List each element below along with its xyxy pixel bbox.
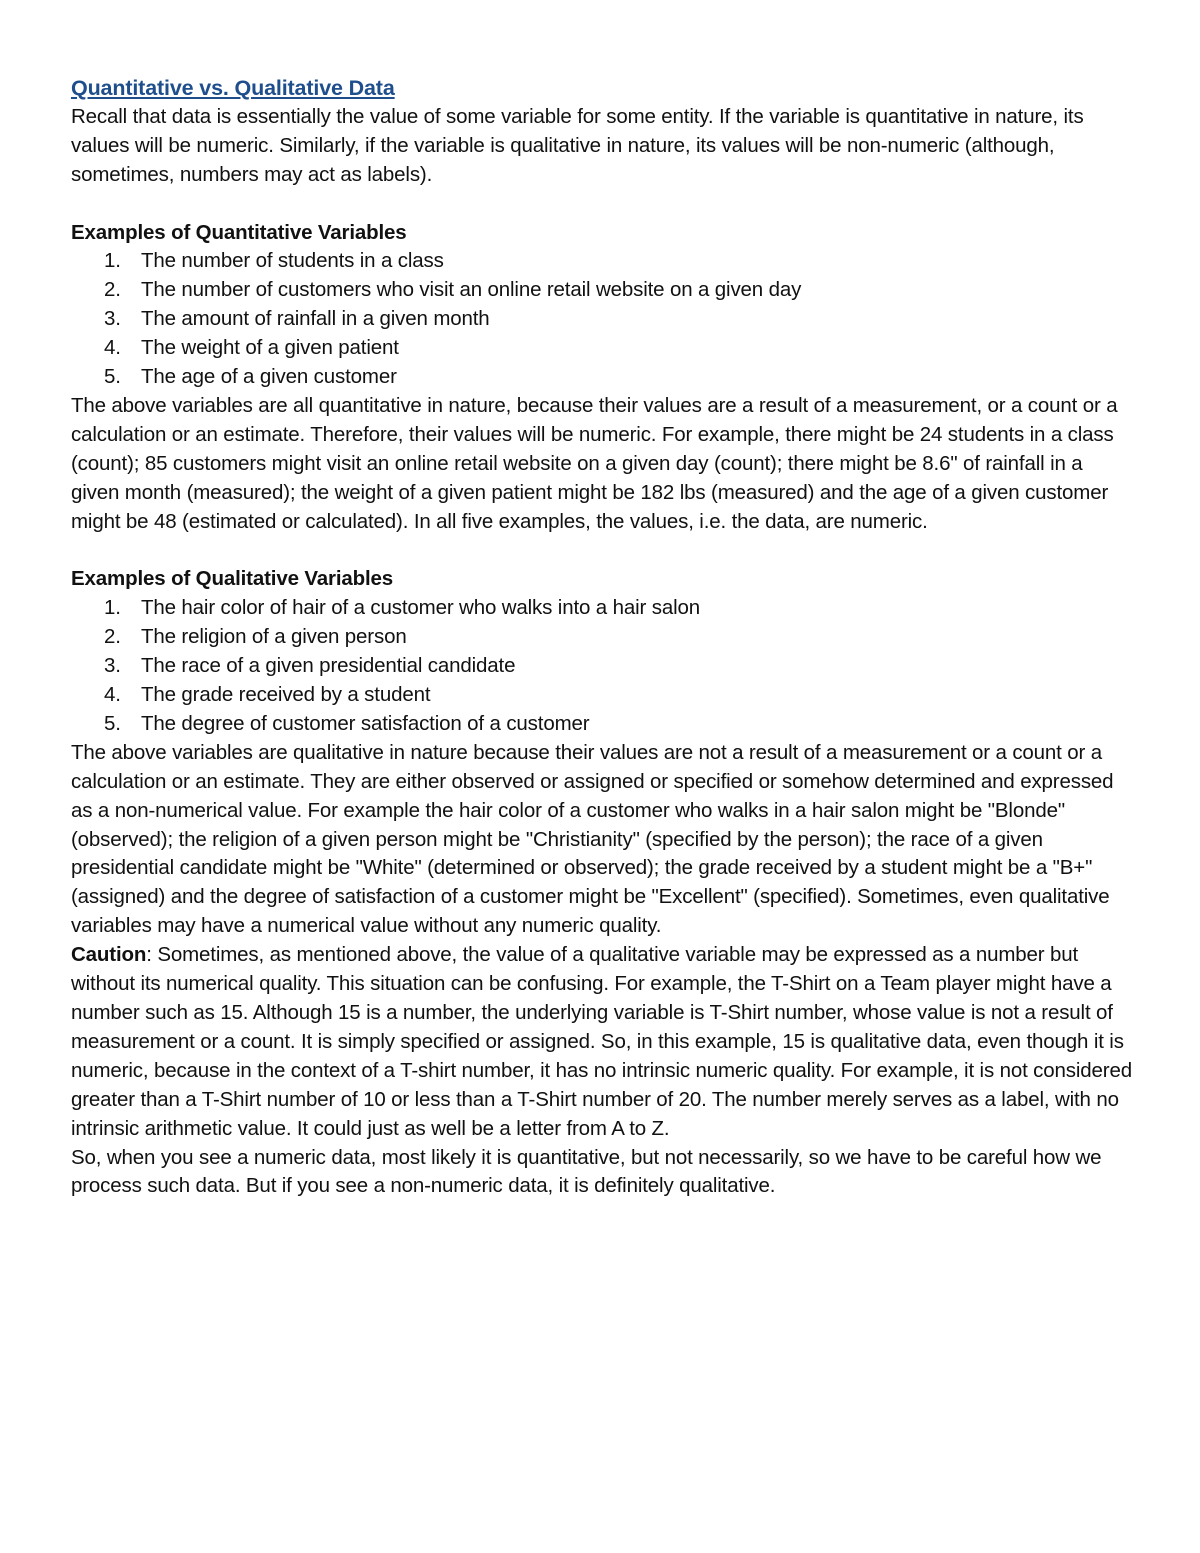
list-item: [71, 623, 1133, 652]
caution-label: Caution: [71, 943, 147, 967]
list-item: [71, 652, 1133, 681]
list-number: 1.: [104, 249, 121, 273]
list-item: [71, 247, 1133, 276]
list-item-text: The number of customers who visit an online retail website on a given day: [141, 278, 802, 302]
spacer: [71, 190, 1133, 219]
list-item: [71, 334, 1133, 363]
qualitative-list: [71, 594, 1133, 739]
list-item-text: The hair color of hair of a customer who walks into a hair salon: [141, 596, 700, 620]
list-number: 4.: [104, 683, 121, 706]
document-page: [71, 74, 1133, 1201]
quantitative-explanation: The above variables are all quantitative in nature, because their values are a result of a measurement, or a count or a calculation or an estimate. Therefore, their values will be numeric. For example, there might be 24 students in a class (count); 85 customers might visit an online retail website on a given day (count); there might be 8.6" of rainfall in a given month (measured); the weight of a given patient might be 182 lbs (measured) and the age of a given customer might be 48 (estimated or calculated). In all five examples, the values, i.e. the data, are numeric.: [71, 393, 1118, 533]
list-item: [71, 305, 1133, 334]
list-number: 1.: [104, 596, 121, 620]
list-number: 2.: [104, 625, 121, 649]
list-item-text: The grade received by a student: [141, 683, 431, 706]
spacer: [71, 536, 1133, 565]
list-number: 2.: [104, 278, 121, 302]
conclusion-paragraph: So, when you see a numeric data, most likely it is quantitative, but not necessarily, so we have to be careful how we process such data. But if you see a non-numeric data, it is definitely qualitative.: [71, 1145, 1102, 1198]
list-item-text: The amount of rainfall in a given month: [141, 307, 490, 331]
list-item-text: The religion of a given person: [141, 625, 407, 649]
list-item-text: The race of a given presidential candidate: [141, 654, 516, 678]
list-item: [71, 710, 1133, 739]
list-number: 5.: [104, 365, 121, 389]
quantitative-heading: Examples of Quantitative Variables: [71, 220, 407, 244]
list-item: [71, 276, 1133, 305]
list-item-text: The degree of customer satisfaction of a customer: [141, 711, 590, 735]
caution-text: : Sometimes, as mentioned above, the value of a qualitative variable may be expressed as a number but without its numerical quality. This situation can be confusing. For example, the T-Shirt on a Team player might have a number such as 15. Although 15 is a number, the underlying variable is T-Shirt number, whose value is not a result of measurement or a count. It is simply specified or assigned. So, in this example, 15 is qualitative data, even though it is numeric, because in the context of a T-shirt number, it has no intrinsic numeric quality. For example, it is not considered greater than a T-Shirt number of 10 or less than a T-Shirt number of 20. The number merely serves as a label, with no intrinsic arithmetic value. It could just as well be a letter from A to Z.: [71, 943, 1132, 1140]
list-item-text: The weight of a given patient: [141, 336, 399, 360]
list-number: 5.: [104, 711, 121, 735]
list-number: 3.: [104, 654, 121, 678]
list-number: 4.: [104, 336, 121, 360]
caution-paragraph: [71, 941, 1133, 1143]
list-item: [71, 681, 1133, 710]
quantitative-list: [71, 247, 1133, 392]
list-item: [71, 594, 1133, 623]
qualitative-heading: Examples of Qualitative Variables: [71, 567, 394, 591]
list-item: [71, 363, 1133, 392]
list-item-text: The number of students in a class: [141, 249, 444, 273]
intro-paragraph: Recall that data is essentially the value of some variable for some entity. If the variable is quantitative in nature, its values will be numeric. Similarly, if the variable is qualitative in nature, its values will be non-numeric (although, sometimes, numbers may act as labels).: [71, 104, 1084, 186]
list-item-text: The age of a given customer: [141, 365, 397, 389]
list-number: 3.: [104, 307, 121, 331]
document-title: Quantitative vs. Qualitative Data: [71, 76, 395, 100]
qualitative-explanation: The above variables are qualitative in nature because their values are not a result of a measurement or a count or a calculation or an estimate. They are either observed or assigned or specified or somehow determined and expressed as a non-numerical value. For example the hair color of a customer who walks in a hair salon might be "Blonde" (observed); the religion of a given person might be "Christianity" (specified by the person); the race of a given presidential candidate might be "White" (determined or observed); the grade received by a student might be a "B+" (assigned) and the degree of satisfaction of a customer might be "Excellent" (specified). Sometimes, even qualitative variables may have a numerical value without any numeric quality.: [71, 740, 1114, 938]
